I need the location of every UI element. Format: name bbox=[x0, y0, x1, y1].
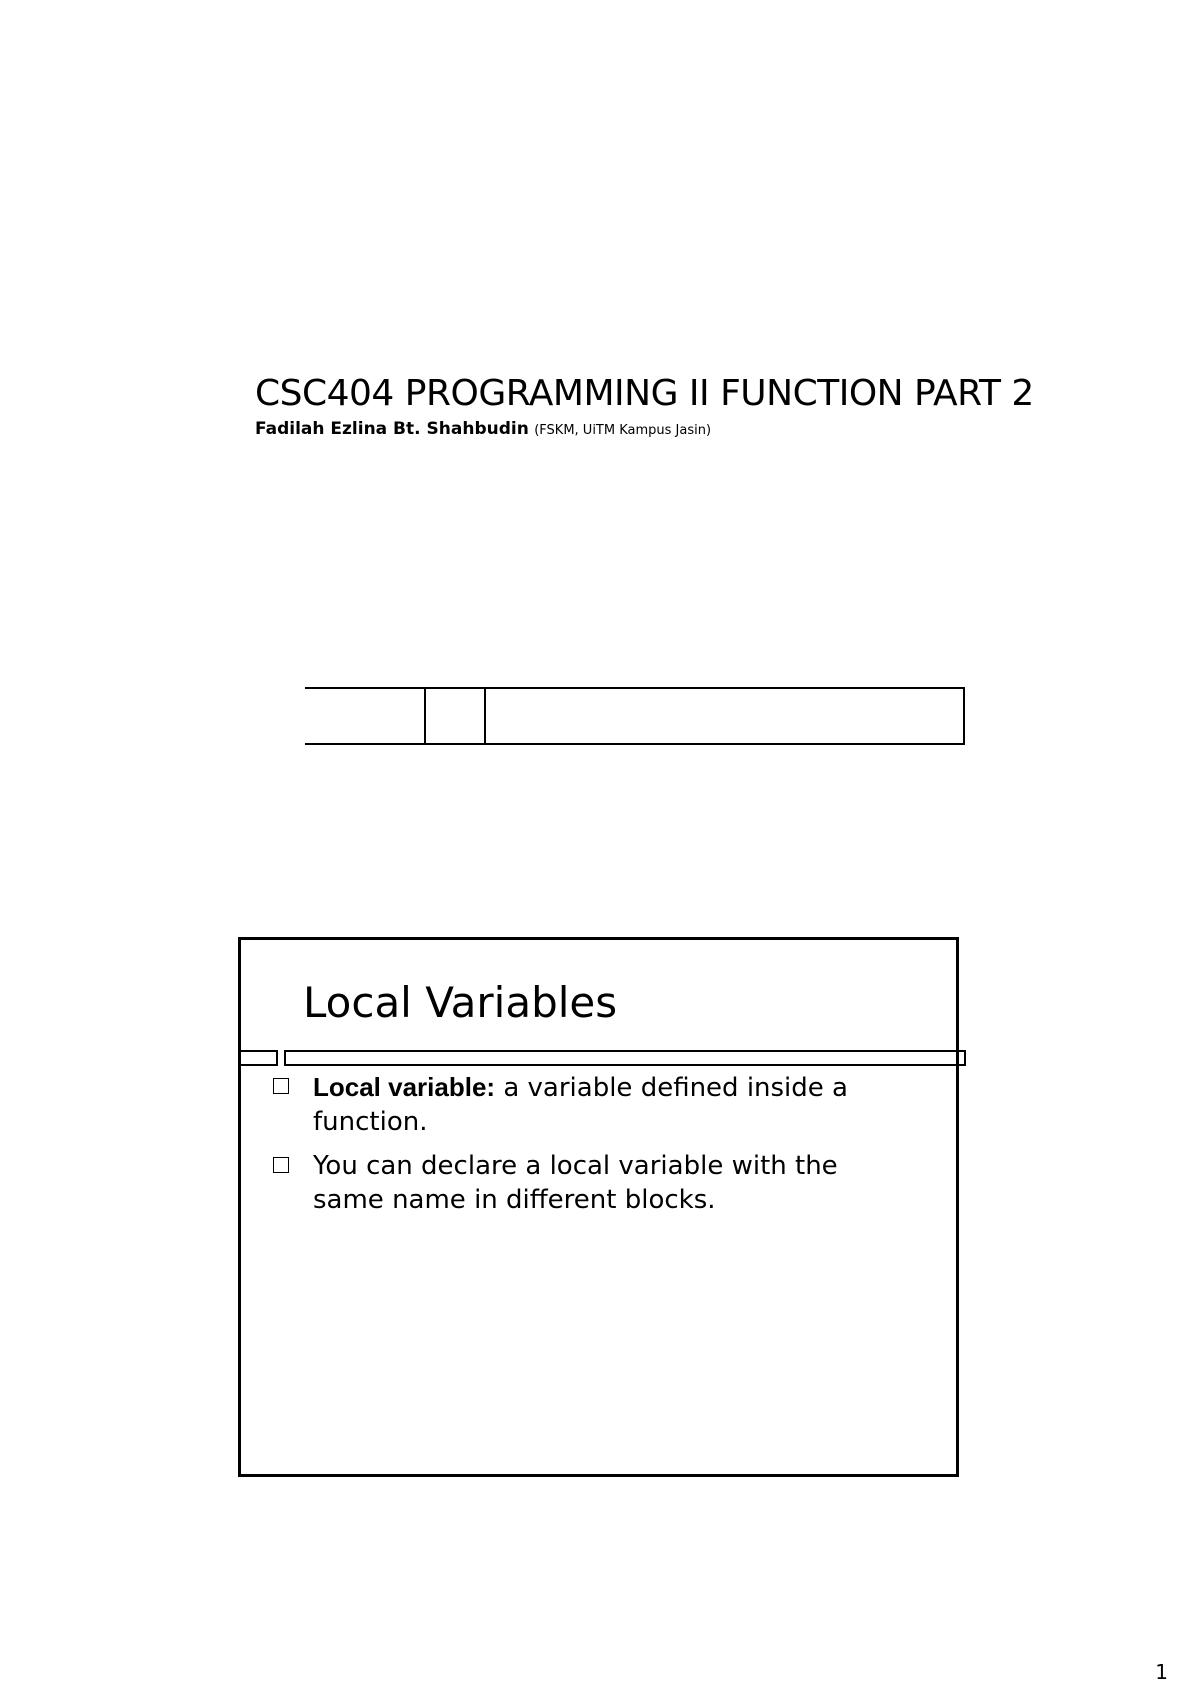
bullet-term: Local variable: bbox=[313, 1072, 496, 1102]
decorative-box-large bbox=[483, 687, 965, 745]
bullet-body: a variable defined inside a function. bbox=[313, 1073, 848, 1137]
bullet-text bbox=[295, 1070, 913, 1139]
author-name: Fadilah Ezlina Bt. Shahbudin bbox=[255, 419, 529, 439]
decorative-line-top bbox=[305, 687, 425, 689]
bullet-text bbox=[295, 1149, 913, 1217]
heading-rule-left bbox=[238, 1050, 278, 1066]
page-number: 1 bbox=[1155, 1660, 1168, 1684]
slide-heading: Local Variables bbox=[303, 978, 618, 1027]
slide-title: CSC404 PROGRAMMING II FUNCTION PART 2 bbox=[255, 373, 1034, 414]
square-bullet-icon bbox=[273, 1157, 289, 1173]
slide-subtitle bbox=[255, 418, 1155, 442]
bullet-body: You can declare a local variable with the same name in different blocks. bbox=[313, 1151, 838, 1215]
decorative-line-bottom bbox=[305, 743, 425, 745]
bullet-item bbox=[273, 1149, 913, 1217]
bullet-item bbox=[273, 1070, 913, 1139]
decorative-box-small bbox=[424, 687, 486, 745]
square-bullet-icon bbox=[273, 1078, 289, 1094]
title-slide bbox=[255, 372, 1155, 442]
bullet-list bbox=[273, 1070, 913, 1227]
author-affiliation: (FSKM, UiTM Kampus Jasin) bbox=[534, 423, 712, 438]
slide-frame bbox=[238, 937, 959, 1477]
heading-rule-right bbox=[284, 1050, 966, 1066]
